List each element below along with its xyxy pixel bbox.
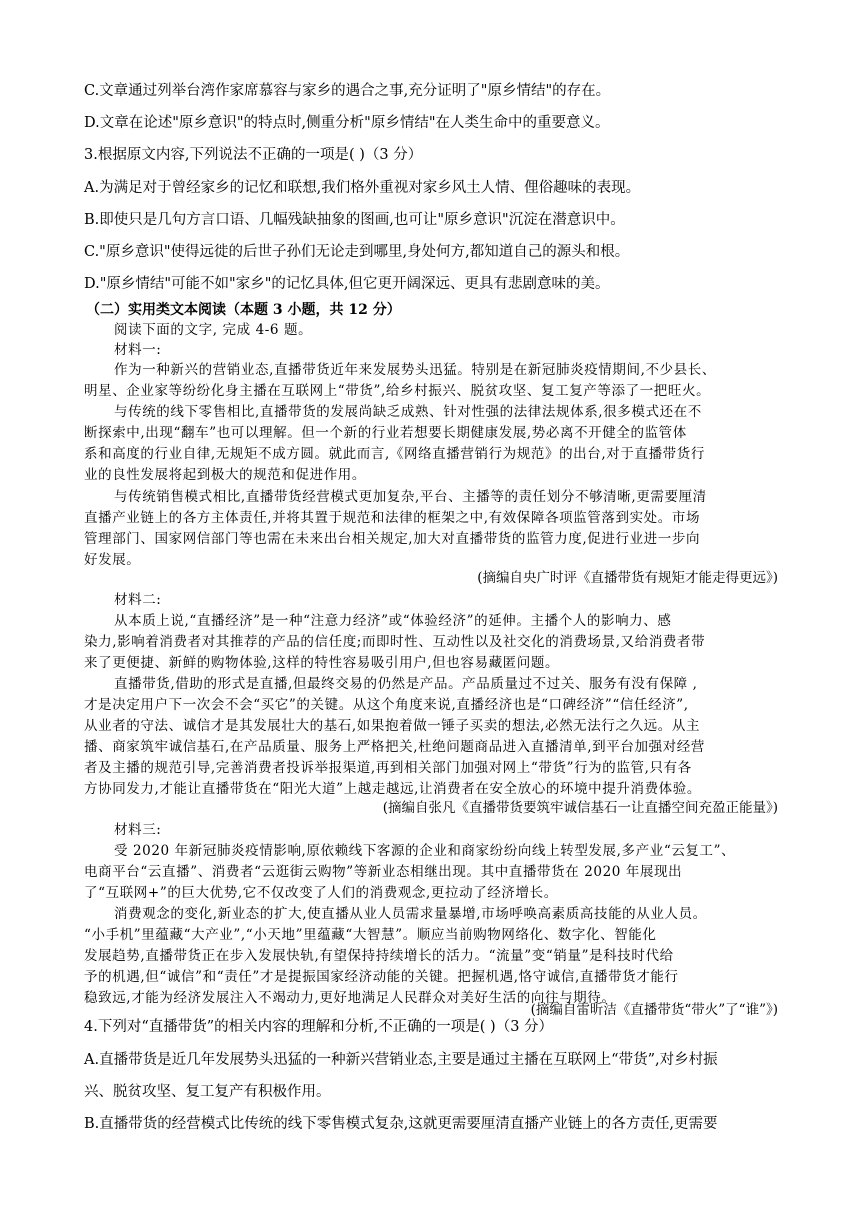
material2-source: (摘编自张凡《直播带货要筑牢诚信基石一让直播空间充盈正能量》) bbox=[382, 800, 778, 816]
material1-line: 管理部门、国家网信部门等也需在未来出台相关规定,加大对直播带货的监管力度,促进行业进一步向 bbox=[84, 531, 701, 547]
material1-line: 与传统销售模式相比,直播带货经营模式更加复杂,平台、主播等的责任划分不够清晰,更需要厘清 bbox=[114, 489, 707, 505]
material1-label: 材料一: bbox=[114, 342, 162, 358]
material3-line: 消费观念的变化,新业态的扩大,使直播从业人员需求量暴增,市场呼唤高素质高技能的从业人员。 bbox=[114, 906, 707, 922]
material3-line: 发展趋势,直播带货正在步入发展快轨,有望保持持续增长的活力。“流量”变“销量”是科技时代给 bbox=[84, 948, 674, 964]
material2-line: 从本质上说,“直播经济”是一种“注意力经济”或“体验经济”的延伸。主播个人的影响力、感 bbox=[114, 613, 672, 629]
material3-line: 予的机遇,但“诚信”和“责任”才是提振国家经济动能的关键。把握机遇,恪守诚信,直播带货才能行 bbox=[84, 969, 679, 985]
section-instruction: 阅读下面的文字, 完成 4-6 题。 bbox=[114, 322, 313, 338]
material2-line: 来了更便捷、新鲜的购物体验,这样的特性容易吸引用户,但也容易藏匿问题。 bbox=[84, 655, 560, 671]
q4-option-a-cont: 兴、脱贫攻坚、复工复产有积极作用。 bbox=[84, 1084, 331, 1100]
material1-line: 好发展。 bbox=[84, 552, 141, 568]
q3-stem: 3.根据原文内容,下列说法不正确的一项是( )（3 分） bbox=[84, 147, 423, 163]
material2-line: 直播带货,借助的形式是直播,但最终交易的仍然是产品。产品质量过不过关、服务有没有保障 , bbox=[114, 676, 698, 692]
material2-label: 材料二: bbox=[114, 592, 162, 608]
material2-line: 染力,影响着消费者对其推荐的产品的信任度;而即时性、互动性以及社交化的消费场景,又给消费者带 bbox=[84, 634, 706, 650]
q3-option-c: C."原乡意识"使得远徙的后世子孙们无论走到哪里,身处何方,都知道自己的源头和根。 bbox=[84, 244, 630, 260]
material1-line: 系和高度的行业自律,无规矩不成方圆。就此而言,《网络直播营销行为规范》的出台,对于直播带货行 bbox=[84, 446, 705, 462]
section-heading: （二）实用类文本阅读（本题 3 小题，共 12 分） bbox=[86, 302, 401, 318]
material2-line: 才是决定用户下一次会不会“买它”的关键。从这个角度来说,直播经济也是“口碑经济”“信任经济”, bbox=[84, 697, 689, 713]
q4-option-b: B.直播带货的经营模式比传统的线下零售模式复杂,这就更需要厘清直播产业链上的各方责任,更需要 bbox=[84, 1116, 718, 1132]
material3-line: 受 2020 年新冠肺炎疫情影响,原依赖线下客源的企业和商家纷纷向线上转型发展,多产业“云复工”、 bbox=[114, 843, 736, 859]
material1-line: 与传统的线下零售相比,直播带货的发展尚缺乏成熟、针对性强的法律法规体系,很多模式还在不 bbox=[114, 404, 702, 420]
material1-source: (摘编自央广时评《直播带货有规矩才能走得更远》) bbox=[477, 570, 778, 586]
q4-option-a: A.直播带货是近几年发展势头迅猛的一种新兴营销业态,主要是通过主播在互联网上“带货”,对乡村振 bbox=[84, 1052, 718, 1068]
material3-line: “小手机”里蕴藏“大产业”,“小天地”里蕴藏“大智慧”。顺应当前购物网络化、数字化、智能化 bbox=[84, 927, 657, 943]
material3-line: 了“互联网+”的巨大优势,它不仅改变了人们的消费观念,更拉动了经济增长。 bbox=[84, 885, 558, 901]
material1-line: 明星、企业家等纷纷化身主播在互联网上“带货”,给乡村振兴、脱贫攻坚、复工复产等添了一把旺火。 bbox=[84, 383, 711, 399]
q2-option-d: D.文章在论述"原乡意识"的特点时,侧重分析"原乡情结"在人类生命中的重要意义。 bbox=[84, 115, 610, 131]
material2-line: 播、商家筑牢诚信基石,在产品质量、服务上严格把关,杜绝问题商品进入直播清单,到平台加强对经营 bbox=[84, 739, 705, 755]
material1-line: 断探索中,出现“翻车”也可以理解。但一个新的行业若想要长期健康发展,势必离不开健全的监管体 bbox=[84, 425, 687, 441]
material1-line: 直播产业链上的各方主体责任,并将其置于规范和法律的框架之中,有效保障各项监管落到实处。市场 bbox=[84, 510, 701, 526]
q3-option-a: A.为满足对于曾经家乡的记忆和联想,我们格外重视对家乡风土人情、俚俗趣味的表现。 bbox=[84, 180, 641, 196]
q4-stem: 4.下列对“直播带货”的相关内容的理解和分析,不正确的一项是( )（3 分） bbox=[84, 1019, 554, 1035]
q3-option-b: B.即使只是几句方言口语、几幅残缺抽象的图画,也可让"原乡意识"沉淀在潜意识中。 bbox=[84, 212, 625, 228]
q3-option-d: D."原乡情结"可能不如"家乡"的记忆具体,但它更开阔深远、更具有悲剧意味的美。 bbox=[84, 276, 610, 292]
material2-line: 者及主播的规范引导,完善消费者投诉举报渠道,再到相关部门加强对网上“带货”行为的监管,只有各 bbox=[84, 760, 692, 776]
q2-option-c: C.文章通过列举台湾作家席慕容与家乡的遇合之事,充分证明了"原乡情结"的存在。 bbox=[84, 83, 611, 99]
material3-source: (摘编自雷昕洁《直播带货“带火”了“谁”》) bbox=[530, 1002, 778, 1018]
material1-line: 作为一种新兴的营销业态,直播带货近年来发展势头迅猛。特别是在新冠肺炎疫情期间,不少县长、 bbox=[114, 362, 716, 378]
material2-line: 方协同发力,才能让直播带货在“阳光大道”上越走越远,让消费者在安全放心的环境中提升消费体验。 bbox=[84, 781, 701, 797]
material1-line: 业的良性发展将起到极大的规范和促进作用。 bbox=[84, 467, 366, 483]
material3-line: 电商平台“云直播”、消费者“云逛街云购物”等新业态相继出现。其中直播带货在 2020 年展现出 bbox=[84, 864, 683, 880]
material3-label: 材料三: bbox=[114, 822, 162, 838]
material2-line: 从业者的守法、诚信才是其发展壮大的基石,如果抱着做一锤子买卖的想法,必然无法行之久远。从主 bbox=[84, 718, 701, 734]
material3-line: 稳致远,才能为经济发展注入不竭动力,更好地满足人民群众对美好生活的向往与期待。 bbox=[84, 990, 616, 1006]
